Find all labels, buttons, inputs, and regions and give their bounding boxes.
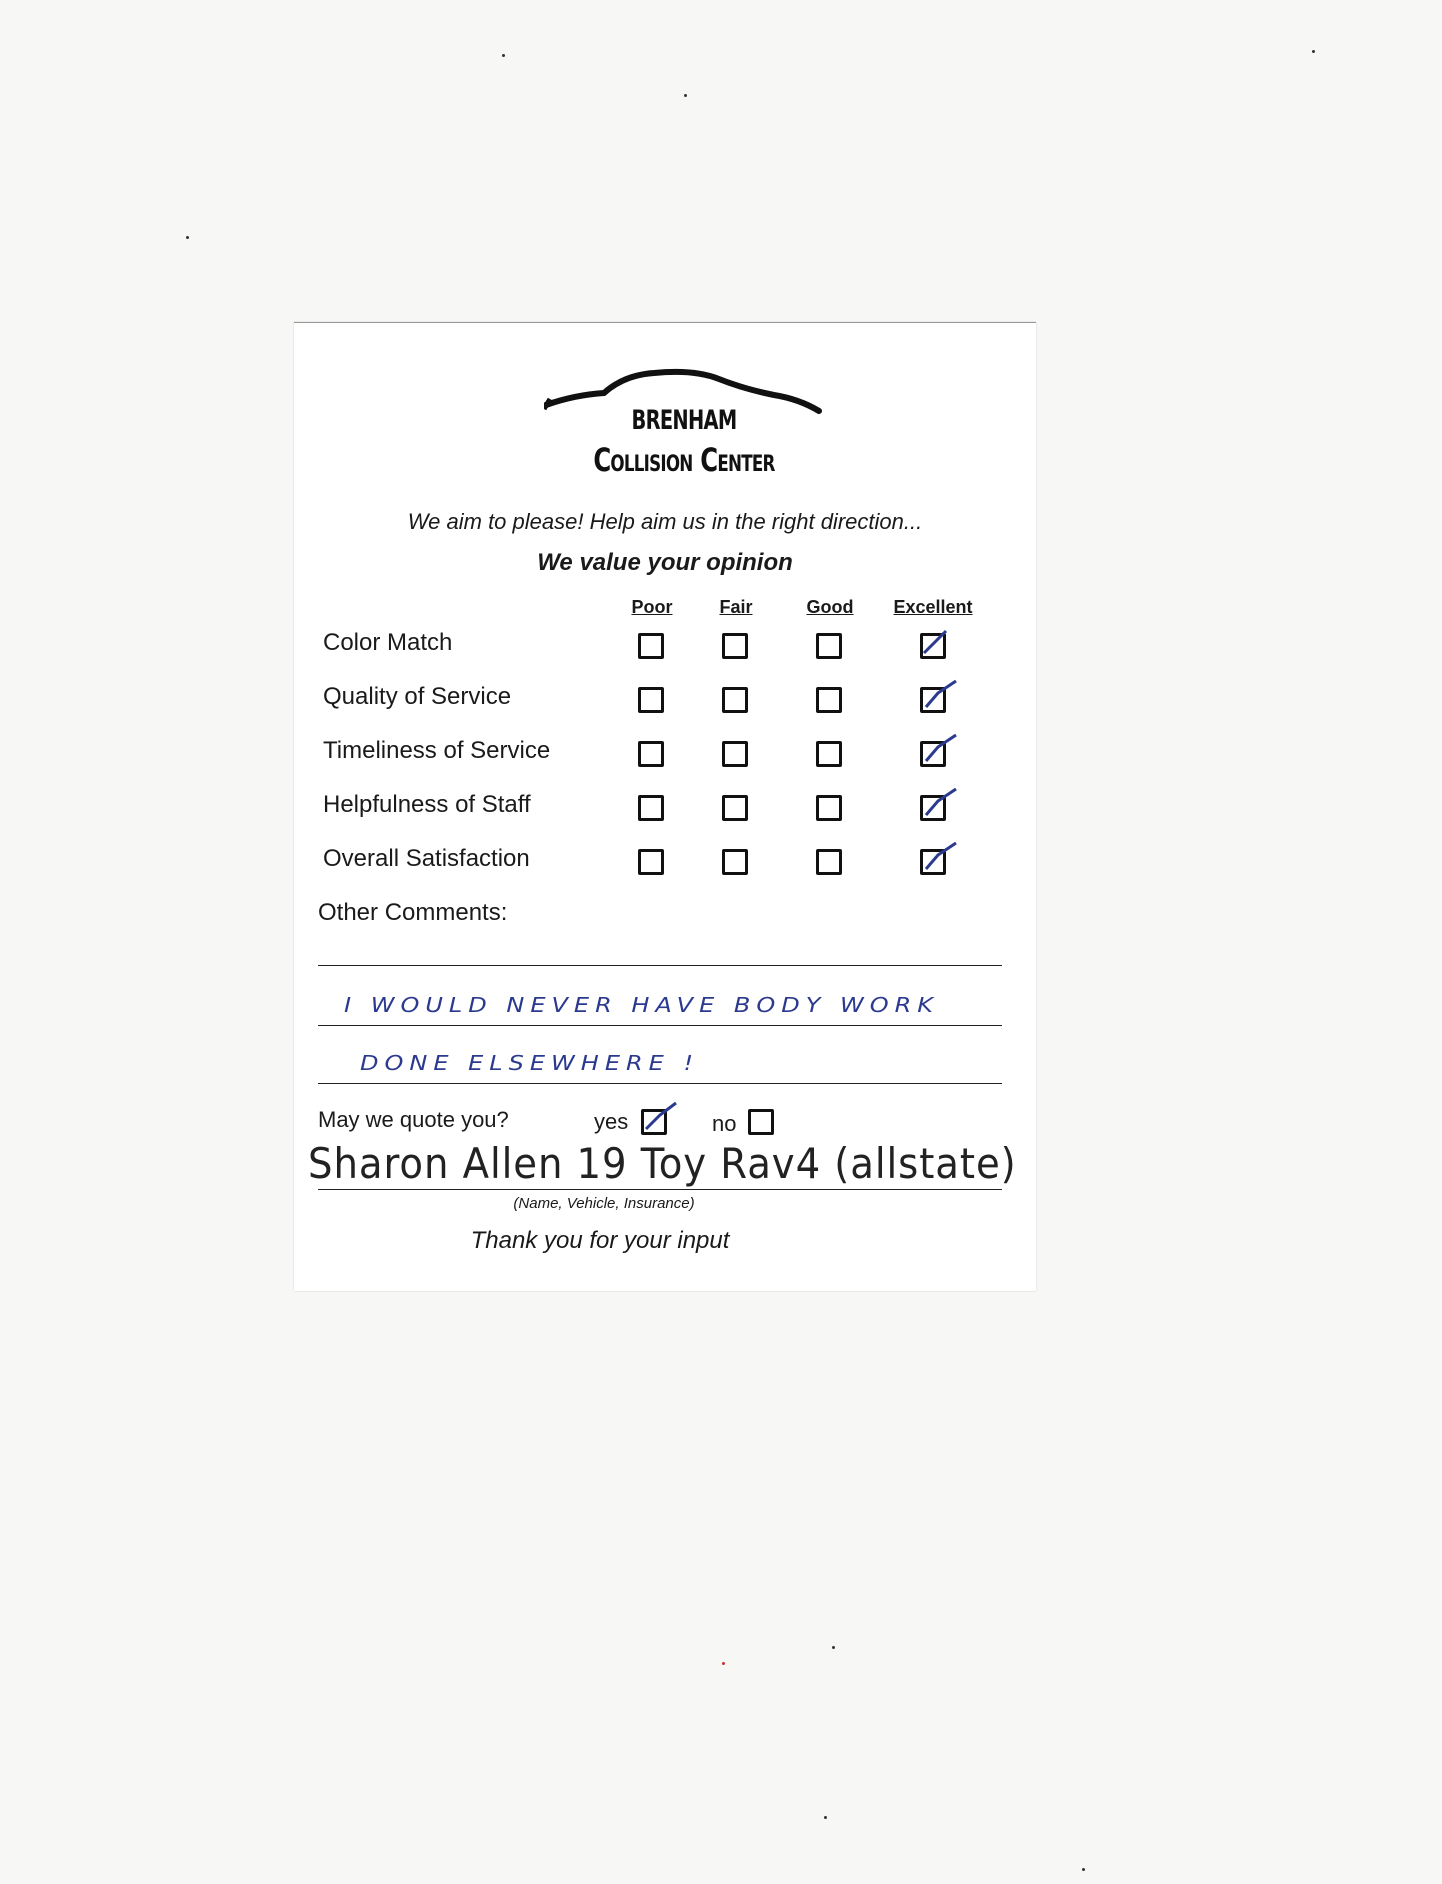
checkbox-color-match-fair[interactable] — [722, 633, 748, 659]
scan-speck — [1312, 50, 1315, 53]
checkbox-color-match-poor[interactable] — [638, 633, 664, 659]
scan-speck — [1082, 1868, 1085, 1871]
checkbox-helpfulness-fair[interactable] — [722, 795, 748, 821]
scan-speck — [722, 1662, 725, 1665]
checkmark-icon — [640, 1099, 680, 1133]
column-head-poor: Poor — [631, 597, 673, 617]
checkbox-quality-poor[interactable] — [638, 687, 664, 713]
survey-card — [294, 322, 1036, 1291]
quote-no-label: no — [712, 1111, 737, 1136]
scan-speck — [832, 1646, 835, 1649]
checkmark-icon — [918, 839, 958, 873]
signature-caption: (Name, Vehicle, Insurance) — [513, 1195, 695, 1212]
tagline: We aim to please! Help aim us in the right direction... — [407, 509, 923, 534]
thank-you-note: Thank you for your input — [470, 1227, 730, 1254]
comment-line — [318, 1083, 1002, 1084]
checkbox-quality-fair[interactable] — [722, 687, 748, 713]
comments-label: Other Comments: — [318, 899, 508, 926]
checkbox-overall-fair[interactable] — [722, 849, 748, 875]
checkmark-icon — [918, 625, 952, 659]
column-head-good: Good — [806, 597, 854, 617]
rating-label-helpfulness-of-staff: Helpfulness of Staff — [323, 791, 531, 818]
brand-name-line2: Collision Center — [593, 441, 775, 479]
checkmark-icon — [918, 731, 958, 765]
comment-line — [318, 965, 1002, 966]
quote-question: May we quote you? — [318, 1107, 509, 1132]
survey-subtitle: We value your opinion — [537, 549, 793, 576]
checkbox-color-match-good[interactable] — [816, 633, 842, 659]
brand-name-line1: BRENHAM — [631, 405, 737, 436]
quote-yes-label: yes — [594, 1109, 629, 1134]
rating-label-overall-satisfaction: Overall Satisfaction — [323, 845, 530, 872]
checkbox-timeliness-poor[interactable] — [638, 741, 664, 767]
checkbox-timeliness-fair[interactable] — [722, 741, 748, 767]
comment-text-line2[interactable]: DONE ELSEWHERE ! — [360, 1051, 700, 1075]
column-head-excellent: Excellent — [893, 597, 973, 617]
scan-speck — [824, 1816, 827, 1819]
rating-label-quality-of-service: Quality of Service — [323, 683, 512, 710]
rating-label-timeliness-of-service: Timeliness of Service — [323, 737, 551, 764]
checkbox-helpfulness-poor[interactable] — [638, 795, 664, 821]
checkbox-overall-good[interactable] — [816, 849, 842, 875]
checkbox-timeliness-good[interactable] — [816, 741, 842, 767]
checkmark-icon — [918, 677, 958, 711]
comment-text-line1[interactable]: I WOULD NEVER HAVE BODY WORK — [344, 993, 940, 1017]
rating-label-color-match: Color Match — [323, 629, 453, 656]
brand-logo — [544, 365, 824, 485]
signature-handwriting[interactable]: Sharon Allen 19 Toy Rav4 (allstate) — [308, 1139, 1017, 1188]
column-head-fair: Fair — [719, 597, 753, 617]
checkbox-overall-poor[interactable] — [638, 849, 664, 875]
checkbox-quote-no[interactable] — [748, 1109, 774, 1135]
scan-speck — [684, 94, 687, 97]
checkmark-icon — [918, 785, 958, 819]
signature-line — [318, 1189, 1002, 1190]
scan-speck — [502, 54, 505, 57]
scan-speck — [186, 236, 189, 239]
comment-line — [318, 1025, 1002, 1026]
checkbox-helpfulness-good[interactable] — [816, 795, 842, 821]
checkbox-quality-good[interactable] — [816, 687, 842, 713]
